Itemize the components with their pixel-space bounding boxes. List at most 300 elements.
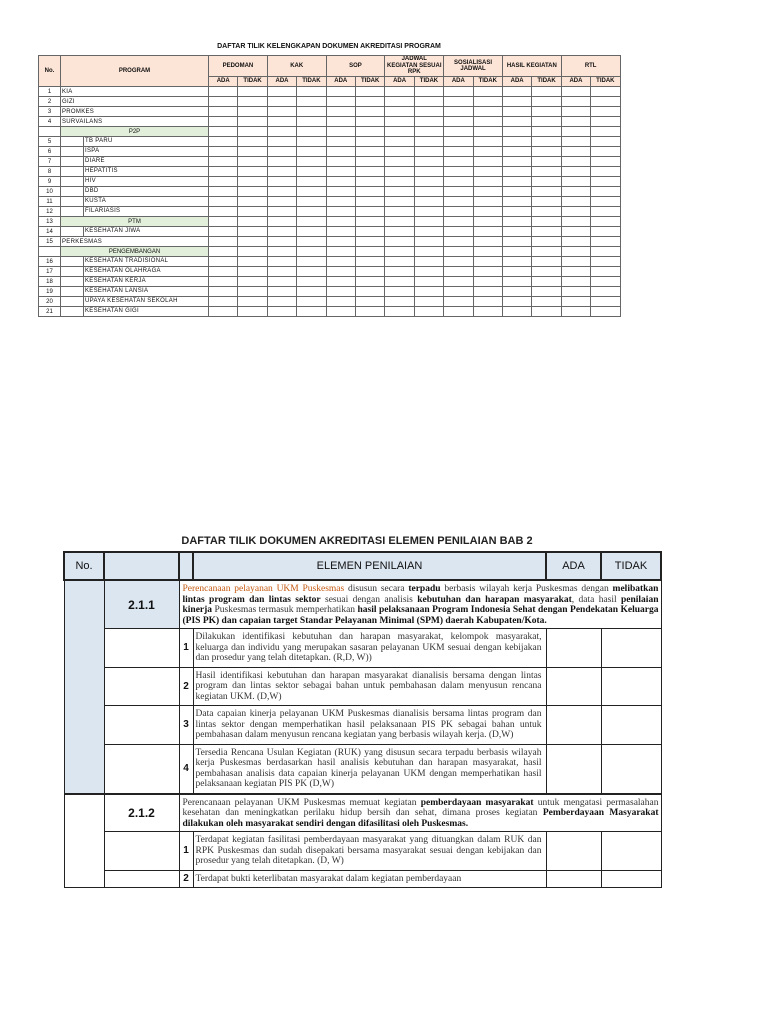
check-cell[interactable]	[267, 257, 296, 267]
check-cell[interactable]	[267, 107, 296, 117]
check-cell[interactable]	[355, 167, 384, 177]
check-cell[interactable]	[532, 277, 561, 287]
check-cell[interactable]	[385, 307, 414, 317]
check-cell[interactable]	[473, 97, 502, 107]
check-cell[interactable]	[385, 177, 414, 187]
check-cell[interactable]	[561, 217, 590, 227]
check-cell[interactable]	[267, 177, 296, 187]
check-cell[interactable]	[502, 157, 531, 167]
check-cell[interactable]	[267, 307, 296, 317]
check-cell[interactable]	[297, 117, 326, 127]
check-cell[interactable]	[532, 197, 561, 207]
check-cell[interactable]	[532, 117, 561, 127]
check-cell[interactable]	[502, 197, 531, 207]
check-cell[interactable]	[532, 157, 561, 167]
check-cell[interactable]	[591, 247, 620, 257]
check-cell[interactable]	[355, 147, 384, 157]
check-cell[interactable]	[385, 147, 414, 157]
check-cell[interactable]	[326, 97, 355, 107]
check-cell[interactable]	[532, 177, 561, 187]
check-cell[interactable]	[238, 177, 267, 187]
check-cell[interactable]	[326, 137, 355, 147]
check-cell[interactable]	[355, 307, 384, 317]
check-cell[interactable]	[385, 227, 414, 237]
check-cell[interactable]	[267, 127, 296, 137]
check-cell[interactable]	[591, 127, 620, 137]
check-cell[interactable]	[267, 167, 296, 177]
check-cell[interactable]	[326, 247, 355, 257]
check-cell[interactable]	[267, 187, 296, 197]
check-cell[interactable]	[561, 147, 590, 157]
check-cell[interactable]	[444, 247, 473, 257]
check-cell[interactable]	[297, 167, 326, 177]
check-cell[interactable]	[238, 117, 267, 127]
check-cell[interactable]	[591, 267, 620, 277]
check-cell[interactable]	[297, 187, 326, 197]
check-cell[interactable]	[414, 137, 443, 147]
check-cell[interactable]	[297, 197, 326, 207]
check-cell[interactable]	[473, 137, 502, 147]
check-cell[interactable]	[473, 207, 502, 217]
check-cell[interactable]	[297, 137, 326, 147]
check-cell[interactable]	[326, 107, 355, 117]
check-cell[interactable]	[238, 257, 267, 267]
check-cell[interactable]	[209, 107, 238, 117]
check-cell[interactable]	[414, 297, 443, 307]
check-cell[interactable]	[414, 197, 443, 207]
check-cell[interactable]	[238, 107, 267, 117]
check-cell[interactable]	[532, 107, 561, 117]
check-cell[interactable]	[532, 167, 561, 177]
check-cell[interactable]	[473, 187, 502, 197]
check-cell[interactable]	[355, 217, 384, 227]
check-cell[interactable]	[502, 207, 531, 217]
check-cell[interactable]	[355, 197, 384, 207]
check-cell[interactable]	[355, 227, 384, 237]
check-cell[interactable]	[473, 287, 502, 297]
check-cell[interactable]	[591, 167, 620, 177]
check-cell[interactable]	[267, 207, 296, 217]
check-cell[interactable]	[267, 87, 296, 97]
ada-check-cell[interactable]	[546, 706, 601, 745]
check-cell[interactable]	[414, 97, 443, 107]
check-cell[interactable]	[591, 287, 620, 297]
check-cell[interactable]	[414, 127, 443, 137]
check-cell[interactable]	[297, 217, 326, 227]
check-cell[interactable]	[267, 137, 296, 147]
check-cell[interactable]	[502, 147, 531, 157]
check-cell[interactable]	[591, 87, 620, 97]
check-cell[interactable]	[473, 107, 502, 117]
check-cell[interactable]	[297, 227, 326, 237]
check-cell[interactable]	[414, 277, 443, 287]
check-cell[interactable]	[238, 137, 267, 147]
check-cell[interactable]	[238, 157, 267, 167]
check-cell[interactable]	[385, 257, 414, 267]
check-cell[interactable]	[591, 297, 620, 307]
check-cell[interactable]	[561, 197, 590, 207]
check-cell[interactable]	[444, 177, 473, 187]
check-cell[interactable]	[561, 117, 590, 127]
check-cell[interactable]	[297, 207, 326, 217]
check-cell[interactable]	[444, 107, 473, 117]
check-cell[interactable]	[267, 147, 296, 157]
check-cell[interactable]	[267, 217, 296, 227]
check-cell[interactable]	[209, 227, 238, 237]
check-cell[interactable]	[591, 157, 620, 167]
check-cell[interactable]	[591, 137, 620, 147]
check-cell[interactable]	[561, 107, 590, 117]
check-cell[interactable]	[561, 177, 590, 187]
check-cell[interactable]	[385, 197, 414, 207]
tidak-check-cell[interactable]	[601, 832, 661, 871]
check-cell[interactable]	[473, 197, 502, 207]
check-cell[interactable]	[444, 87, 473, 97]
check-cell[interactable]	[591, 177, 620, 187]
check-cell[interactable]	[238, 267, 267, 277]
check-cell[interactable]	[355, 287, 384, 297]
check-cell[interactable]	[502, 87, 531, 97]
check-cell[interactable]	[238, 247, 267, 257]
check-cell[interactable]	[267, 97, 296, 107]
check-cell[interactable]	[209, 177, 238, 187]
check-cell[interactable]	[561, 297, 590, 307]
check-cell[interactable]	[473, 257, 502, 267]
check-cell[interactable]	[326, 237, 355, 247]
check-cell[interactable]	[502, 97, 531, 107]
check-cell[interactable]	[209, 267, 238, 277]
check-cell[interactable]	[561, 167, 590, 177]
check-cell[interactable]	[414, 237, 443, 247]
check-cell[interactable]	[502, 277, 531, 287]
check-cell[interactable]	[297, 287, 326, 297]
check-cell[interactable]	[444, 187, 473, 197]
check-cell[interactable]	[444, 97, 473, 107]
check-cell[interactable]	[414, 147, 443, 157]
check-cell[interactable]	[444, 127, 473, 137]
check-cell[interactable]	[209, 147, 238, 157]
check-cell[interactable]	[444, 167, 473, 177]
check-cell[interactable]	[473, 127, 502, 137]
check-cell[interactable]	[297, 297, 326, 307]
check-cell[interactable]	[297, 247, 326, 257]
check-cell[interactable]	[238, 277, 267, 287]
check-cell[interactable]	[209, 217, 238, 227]
check-cell[interactable]	[267, 277, 296, 287]
check-cell[interactable]	[385, 277, 414, 287]
check-cell[interactable]	[444, 147, 473, 157]
check-cell[interactable]	[532, 87, 561, 97]
check-cell[interactable]	[209, 207, 238, 217]
check-cell[interactable]	[326, 197, 355, 207]
check-cell[interactable]	[591, 307, 620, 317]
check-cell[interactable]	[209, 297, 238, 307]
check-cell[interactable]	[209, 157, 238, 167]
check-cell[interactable]	[532, 227, 561, 237]
check-cell[interactable]	[355, 237, 384, 247]
check-cell[interactable]	[297, 177, 326, 187]
check-cell[interactable]	[326, 127, 355, 137]
check-cell[interactable]	[355, 277, 384, 287]
check-cell[interactable]	[355, 247, 384, 257]
check-cell[interactable]	[444, 157, 473, 167]
check-cell[interactable]	[561, 157, 590, 167]
check-cell[interactable]	[326, 227, 355, 237]
check-cell[interactable]	[591, 217, 620, 227]
check-cell[interactable]	[355, 207, 384, 217]
check-cell[interactable]	[502, 217, 531, 227]
check-cell[interactable]	[473, 267, 502, 277]
check-cell[interactable]	[326, 277, 355, 287]
check-cell[interactable]	[502, 227, 531, 237]
check-cell[interactable]	[326, 307, 355, 317]
check-cell[interactable]	[297, 107, 326, 117]
check-cell[interactable]	[591, 147, 620, 157]
check-cell[interactable]	[238, 237, 267, 247]
check-cell[interactable]	[561, 267, 590, 277]
ada-check-cell[interactable]	[546, 744, 601, 794]
check-cell[interactable]	[444, 257, 473, 267]
check-cell[interactable]	[355, 157, 384, 167]
check-cell[interactable]	[532, 257, 561, 267]
check-cell[interactable]	[385, 137, 414, 147]
check-cell[interactable]	[414, 267, 443, 277]
check-cell[interactable]	[502, 167, 531, 177]
check-cell[interactable]	[561, 187, 590, 197]
check-cell[interactable]	[385, 107, 414, 117]
check-cell[interactable]	[561, 277, 590, 287]
check-cell[interactable]	[532, 217, 561, 227]
check-cell[interactable]	[297, 147, 326, 157]
check-cell[interactable]	[591, 237, 620, 247]
check-cell[interactable]	[473, 147, 502, 157]
check-cell[interactable]	[473, 117, 502, 127]
check-cell[interactable]	[591, 107, 620, 117]
check-cell[interactable]	[444, 277, 473, 287]
check-cell[interactable]	[267, 117, 296, 127]
check-cell[interactable]	[532, 137, 561, 147]
check-cell[interactable]	[473, 167, 502, 177]
check-cell[interactable]	[502, 237, 531, 247]
check-cell[interactable]	[385, 127, 414, 137]
check-cell[interactable]	[561, 207, 590, 217]
check-cell[interactable]	[326, 257, 355, 267]
check-cell[interactable]	[502, 187, 531, 197]
check-cell[interactable]	[444, 197, 473, 207]
check-cell[interactable]	[238, 287, 267, 297]
check-cell[interactable]	[473, 87, 502, 97]
check-cell[interactable]	[561, 237, 590, 247]
check-cell[interactable]	[532, 267, 561, 277]
check-cell[interactable]	[473, 247, 502, 257]
check-cell[interactable]	[267, 297, 296, 307]
check-cell[interactable]	[444, 217, 473, 227]
check-cell[interactable]	[591, 187, 620, 197]
check-cell[interactable]	[209, 287, 238, 297]
check-cell[interactable]	[209, 187, 238, 197]
check-cell[interactable]	[414, 117, 443, 127]
check-cell[interactable]	[561, 127, 590, 137]
check-cell[interactable]	[444, 207, 473, 217]
check-cell[interactable]	[297, 127, 326, 137]
check-cell[interactable]	[473, 237, 502, 247]
check-cell[interactable]	[414, 157, 443, 167]
check-cell[interactable]	[591, 257, 620, 267]
check-cell[interactable]	[414, 187, 443, 197]
tidak-check-cell[interactable]	[601, 706, 661, 745]
check-cell[interactable]	[326, 147, 355, 157]
check-cell[interactable]	[473, 217, 502, 227]
check-cell[interactable]	[502, 257, 531, 267]
check-cell[interactable]	[532, 97, 561, 107]
check-cell[interactable]	[532, 297, 561, 307]
check-cell[interactable]	[326, 167, 355, 177]
check-cell[interactable]	[532, 287, 561, 297]
check-cell[interactable]	[444, 267, 473, 277]
check-cell[interactable]	[532, 247, 561, 257]
check-cell[interactable]	[326, 117, 355, 127]
check-cell[interactable]	[267, 157, 296, 167]
check-cell[interactable]	[209, 117, 238, 127]
check-cell[interactable]	[473, 177, 502, 187]
check-cell[interactable]	[385, 187, 414, 197]
check-cell[interactable]	[414, 87, 443, 97]
check-cell[interactable]	[297, 157, 326, 167]
check-cell[interactable]	[209, 87, 238, 97]
check-cell[interactable]	[502, 247, 531, 257]
check-cell[interactable]	[561, 97, 590, 107]
ada-check-cell[interactable]	[546, 667, 601, 706]
check-cell[interactable]	[355, 97, 384, 107]
check-cell[interactable]	[209, 307, 238, 317]
check-cell[interactable]	[414, 307, 443, 317]
check-cell[interactable]	[591, 117, 620, 127]
check-cell[interactable]	[267, 287, 296, 297]
check-cell[interactable]	[267, 227, 296, 237]
check-cell[interactable]	[385, 217, 414, 227]
check-cell[interactable]	[385, 97, 414, 107]
check-cell[interactable]	[502, 307, 531, 317]
check-cell[interactable]	[326, 87, 355, 97]
check-cell[interactable]	[326, 217, 355, 227]
check-cell[interactable]	[209, 97, 238, 107]
tidak-check-cell[interactable]	[601, 667, 661, 706]
check-cell[interactable]	[209, 127, 238, 137]
check-cell[interactable]	[385, 247, 414, 257]
check-cell[interactable]	[414, 207, 443, 217]
check-cell[interactable]	[355, 117, 384, 127]
check-cell[interactable]	[238, 207, 267, 217]
check-cell[interactable]	[591, 207, 620, 217]
check-cell[interactable]	[209, 257, 238, 267]
check-cell[interactable]	[473, 307, 502, 317]
check-cell[interactable]	[326, 207, 355, 217]
check-cell[interactable]	[238, 147, 267, 157]
check-cell[interactable]	[473, 277, 502, 287]
check-cell[interactable]	[444, 237, 473, 247]
check-cell[interactable]	[238, 297, 267, 307]
check-cell[interactable]	[561, 227, 590, 237]
check-cell[interactable]	[502, 117, 531, 127]
check-cell[interactable]	[238, 167, 267, 177]
check-cell[interactable]	[267, 267, 296, 277]
check-cell[interactable]	[591, 197, 620, 207]
check-cell[interactable]	[209, 137, 238, 147]
check-cell[interactable]	[414, 177, 443, 187]
check-cell[interactable]	[414, 167, 443, 177]
check-cell[interactable]	[385, 267, 414, 277]
check-cell[interactable]	[297, 257, 326, 267]
check-cell[interactable]	[502, 107, 531, 117]
check-cell[interactable]	[561, 257, 590, 267]
check-cell[interactable]	[297, 277, 326, 287]
check-cell[interactable]	[502, 267, 531, 277]
check-cell[interactable]	[444, 297, 473, 307]
check-cell[interactable]	[502, 177, 531, 187]
check-cell[interactable]	[414, 107, 443, 117]
check-cell[interactable]	[414, 247, 443, 257]
check-cell[interactable]	[385, 117, 414, 127]
ada-check-cell[interactable]	[546, 832, 601, 871]
check-cell[interactable]	[591, 277, 620, 287]
check-cell[interactable]	[591, 97, 620, 107]
check-cell[interactable]	[355, 267, 384, 277]
check-cell[interactable]	[238, 127, 267, 137]
check-cell[interactable]	[326, 177, 355, 187]
check-cell[interactable]	[238, 97, 267, 107]
check-cell[interactable]	[444, 137, 473, 147]
check-cell[interactable]	[326, 187, 355, 197]
check-cell[interactable]	[355, 297, 384, 307]
check-cell[interactable]	[532, 147, 561, 157]
check-cell[interactable]	[355, 257, 384, 267]
tidak-check-cell[interactable]	[601, 744, 661, 794]
check-cell[interactable]	[561, 87, 590, 97]
check-cell[interactable]	[267, 237, 296, 247]
check-cell[interactable]	[385, 157, 414, 167]
check-cell[interactable]	[414, 227, 443, 237]
check-cell[interactable]	[267, 247, 296, 257]
tidak-check-cell[interactable]	[601, 629, 661, 668]
check-cell[interactable]	[561, 137, 590, 147]
check-cell[interactable]	[326, 297, 355, 307]
check-cell[interactable]	[502, 287, 531, 297]
check-cell[interactable]	[473, 297, 502, 307]
check-cell[interactable]	[385, 207, 414, 217]
check-cell[interactable]	[297, 267, 326, 277]
check-cell[interactable]	[444, 117, 473, 127]
check-cell[interactable]	[385, 237, 414, 247]
check-cell[interactable]	[385, 297, 414, 307]
check-cell[interactable]	[532, 307, 561, 317]
check-cell[interactable]	[532, 237, 561, 247]
check-cell[interactable]	[209, 167, 238, 177]
check-cell[interactable]	[297, 307, 326, 317]
check-cell[interactable]	[532, 187, 561, 197]
check-cell[interactable]	[355, 107, 384, 117]
tidak-check-cell[interactable]	[601, 870, 661, 888]
check-cell[interactable]	[238, 187, 267, 197]
check-cell[interactable]	[444, 227, 473, 237]
check-cell[interactable]	[238, 217, 267, 227]
check-cell[interactable]	[209, 197, 238, 207]
ada-check-cell[interactable]	[546, 629, 601, 668]
check-cell[interactable]	[326, 267, 355, 277]
check-cell[interactable]	[385, 287, 414, 297]
check-cell[interactable]	[297, 97, 326, 107]
check-cell[interactable]	[561, 287, 590, 297]
check-cell[interactable]	[473, 157, 502, 167]
